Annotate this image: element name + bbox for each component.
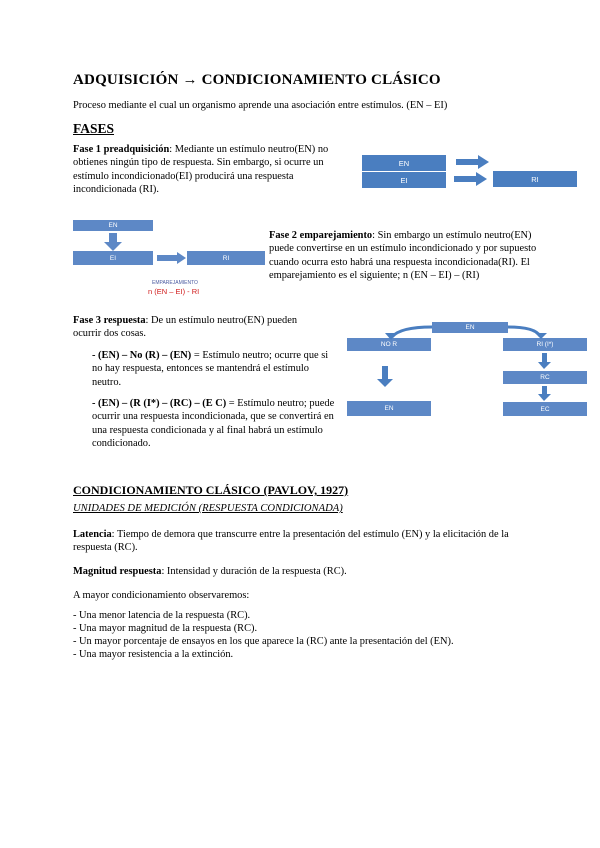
diagram2-caption-small: EMPAREJAMIENTO (152, 280, 198, 286)
diagram3-arrow-left (392, 327, 432, 337)
fase3-label: Fase 3 respuesta (73, 315, 146, 326)
bullet1-text: = Estímulo neutro; ocurre que si no hay respuesta, entonces se mantendrá el estímulo neutro. (92, 350, 329, 388)
section2-subheading: UNIDADES DE MEDICIÓN (RESPUESTA CONDICIONADA) (73, 503, 343, 514)
diagram3-ec-box: EC (503, 402, 587, 416)
list-item: - Una mayor resistencia a la extinción. (73, 649, 234, 660)
diagram1-arrow-en (456, 155, 489, 169)
diagram2-ei-box: EI (73, 251, 153, 265)
diagram3-ri-box: RI (I*) (503, 338, 587, 351)
fase1-label: Fase 1 preadquisición (73, 144, 170, 155)
diagram3-en2-box: EN (347, 401, 431, 416)
fase1-text: : Mediante un estímulo neutro(EN) no obtienes ningún tipo de respuesta. Sin embargo, si ocurre un estímulo incondicionado(EI) producirá una respuesta incondicionada (RI). (73, 144, 329, 196)
diagram2-en-box: EN (73, 220, 153, 231)
diagram3-arrow-rc-ec (538, 386, 551, 401)
fase2-label: Fase 2 emparejamiento (269, 230, 373, 241)
bullet2-bold: - (EN) – (R (I*) – (RC) – (E C) (92, 398, 227, 409)
magnitud-label: Magnitud respuesta (73, 566, 162, 577)
list-item: - Un mayor porcentaje de ensayos en los que aparece la (RC) ante la presentación del (EN). (73, 636, 454, 647)
latencia-label: Latencia (73, 529, 112, 540)
diagram3-arrowhead-left (385, 333, 397, 340)
diagram2-caption: n (EN – EI) - RI (148, 287, 200, 296)
diagram1-en-box: EN (362, 155, 446, 171)
list-item: - Una menor latencia de la respuesta (RC). (73, 610, 251, 621)
bullet1-bold: - (EN) – No (R) – (EN) (92, 350, 192, 361)
magnitud-paragraph (73, 565, 543, 578)
latencia-paragraph (73, 528, 543, 554)
fases-heading: FASES (73, 121, 115, 136)
bullet2-text: = Estímulo neutro; puede ocurrir una respuesta incondicionada, que se convertirá en una respuesta condicionada y al final habrá un estímulo condicionado. (92, 398, 335, 450)
diagram3-arrow-right (508, 327, 540, 336)
magnitud-text: : Intensidad y duración de la respuesta (RC). (161, 566, 347, 577)
diagram3-arrowhead-right (535, 333, 547, 339)
diagram1-ri-box: RI (493, 171, 577, 187)
diagram1-ei-box: EI (362, 172, 446, 188)
fase3-text: : De un estímulo neutro(EN) pueden ocurrir dos cosas. (73, 315, 298, 340)
fase2-text: : Sin embargo un estímulo neutro(EN) puede convertirse en un estímulo incondicionado y por supuesto cuando ocurra esto habrá una respuesta incondicionada(RI). El emparejamiento es el siguiente; n (EN – EI) – (RI) (269, 230, 537, 282)
page-title: ADQUISICIÓN → CONDICIONAMIENTO CLÁSICO (73, 72, 441, 88)
intro-text: Proceso mediante el cual un organismo aprende una asociación entre estímulos. (EN – EI) (73, 100, 448, 111)
diagram2-arrow-down (104, 233, 122, 251)
list-item: - Una mayor magnitud de la respuesta (RC). (73, 623, 258, 634)
mayor-text: A mayor condicionamiento observaremos: (73, 590, 250, 601)
diagram3-arrow-nor-en (377, 366, 393, 387)
diagram3-nor-box: NO R (347, 338, 431, 351)
latencia-text: : Tiempo de demora que transcurre entre la presentación del estímulo (EN) y la elicitación de la respuesta (RC). (73, 529, 509, 554)
diagram2-arrow-right (157, 252, 186, 264)
diagram1-arrow-ei (454, 172, 487, 186)
diagram2-ri-box: RI (187, 251, 265, 265)
diagram3-en-box: EN (432, 322, 508, 333)
diagram3-arrow-ri-rc (538, 353, 551, 369)
section2-heading: CONDICIONAMIENTO CLÁSICO (PAVLOV, 1927) (73, 483, 349, 497)
diagram3-rc-box: RC (503, 371, 587, 384)
